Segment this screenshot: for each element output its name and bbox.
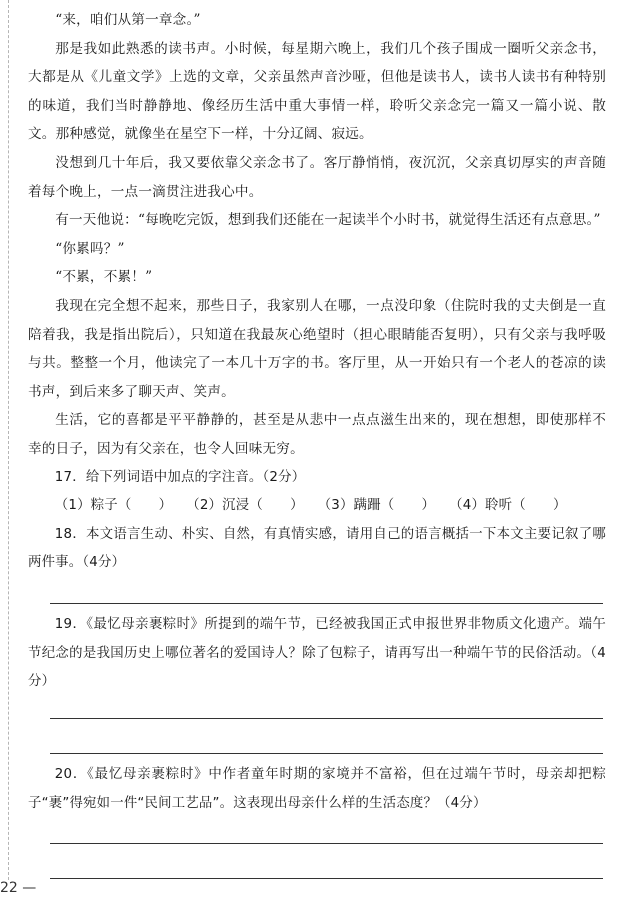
text-block-q19	[28, 611, 606, 697]
passage-paragraph-1: “来，咱们从第一章念。”	[55, 12, 201, 28]
answer-line-q18[interactable]	[50, 603, 603, 604]
passage-paragraph-8: 生活，它的喜都是平平静静的，甚至是从悲中一点点滋生出来的，现在想想，即使那样不幸的日子，因为有父亲在，也令人回味无穷。	[28, 412, 606, 457]
passage-paragraph-2: 那是我如此熟悉的读书声。小时候，每星期六晚上，我们几个孩子围成一圈听父亲念书，大都是从《儿童文学》上选的文章，父亲虽然声音沙哑，但他是读书人，读书人读书有种特别的味道，我们当时静静地、像经历生活中重大事情一样，聆听父亲念完一篇又一篇小说、散文。那种感觉，就像坐在星空下一样，十分辽阔、寂远。	[28, 40, 606, 143]
answer-line-q20-1[interactable]	[50, 843, 603, 844]
question-20: 20．《最忆母亲裹粽时》中作者童年时期的家境并不富裕，但在过端午节时，母亲却把粽子“裹”得宛如一件“民间工艺品”。这表现出母亲什么样的生活态度？（4分）	[28, 767, 606, 811]
question-17-option-1[interactable]: （1）粽子（ ）	[54, 498, 173, 514]
passage-paragraph-6: “不累，不累！”	[55, 269, 153, 286]
question-17-options	[28, 492, 606, 521]
answer-line-q20-2[interactable]	[50, 878, 603, 879]
passage-paragraph-4: 有一天他说：“每晚吃完饭，想到我们还能在一起读半个小时书，就觉得生活还有点意思。”	[55, 212, 601, 229]
passage-paragraph-3: 没想到几十年后，我又要依靠父亲念书了。客厅静悄悄，夜沉沉，父亲真切厚实的声音随着每个晚上，一点一滴贯注进我心中。	[28, 154, 606, 200]
question-17: 17．给下列词语中加点的字注音。（2分）	[54, 469, 306, 485]
binding-margin-line	[8, 0, 9, 880]
question-17-option-2[interactable]: （2）沉浸（ ）	[186, 498, 304, 514]
question-17-option-3[interactable]: （3）蹒跚（ ）	[317, 498, 436, 514]
passage-paragraph-7: 我现在完全想不起来，那些日子，我家别人在哪，一点没印象（住院时我的丈夫倒是一直陪着我，我是指出院后），只知道在我最灰心绝望时（担心眼睛能否复明），只有父亲与我呼吸与共。整整一个月，他读完了一本几十万字的书。客厅里，从一开始只有一个老人的苍凉的读书声，到后来多了聊天声、笑声。	[28, 297, 606, 400]
text-block	[28, 6, 606, 578]
question-18: 18．本文语言生动、朴实、自然，有真情实感，请用自己的语言概括一下本文主要记叙了哪两件事。（4分）	[28, 526, 606, 571]
answer-line-q19-2[interactable]	[50, 753, 603, 754]
question-17-option-4[interactable]: （4）聆听（ ）	[449, 498, 567, 514]
passage-paragraph-5: “你累吗？”	[55, 240, 125, 257]
page-number: 22 —	[0, 880, 37, 896]
answer-line-q19-1[interactable]	[50, 718, 603, 719]
text-block-q20	[28, 761, 606, 818]
question-19: 19．《最忆母亲裹粽时》所提到的端午节，已经被我国正式申报世界非物质文化遗产。端午节纪念的是我国历史上哪位著名的爱国诗人？除了包粽子，请再写出一种端午节的民俗活动。（4分）	[28, 617, 606, 690]
